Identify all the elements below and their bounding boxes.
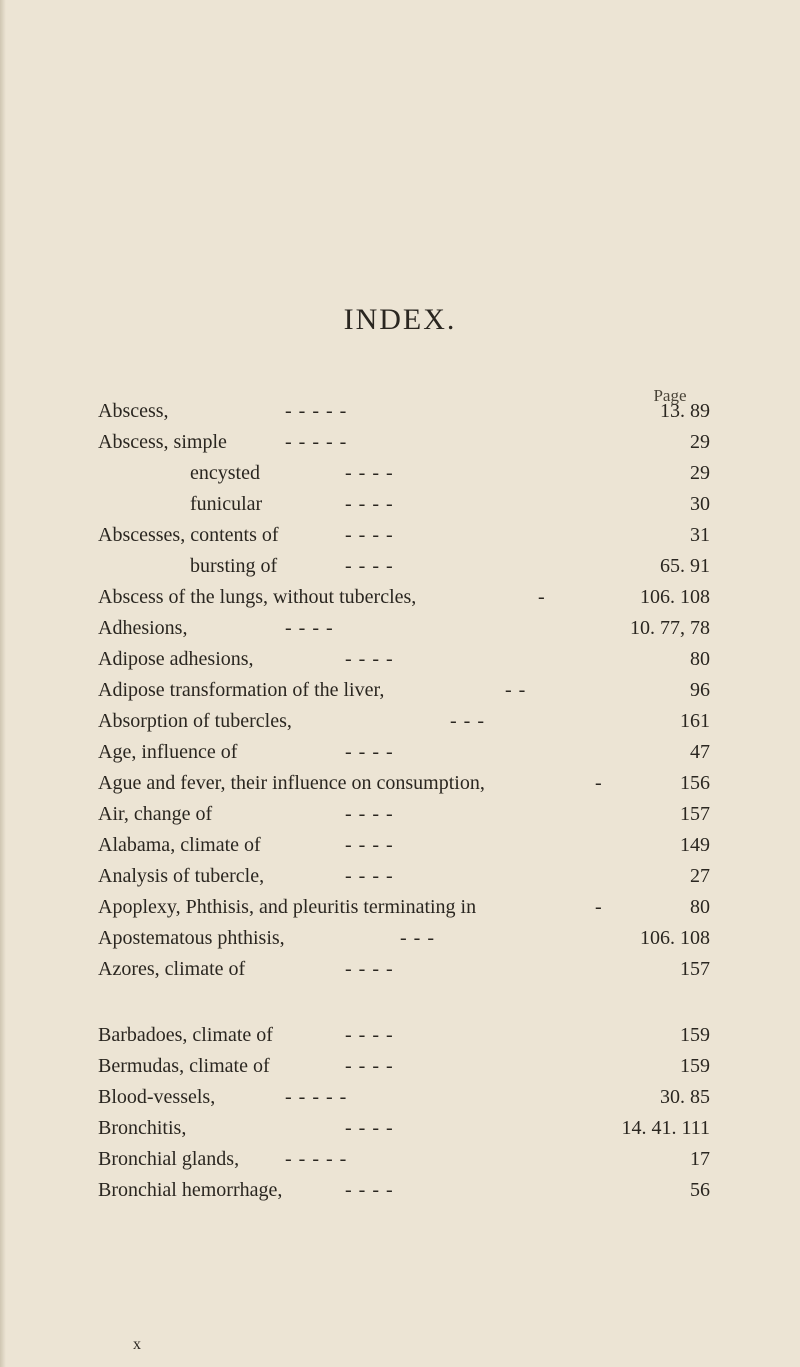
index-entry	[0, 741, 800, 771]
index-entry	[0, 710, 800, 740]
index-entry	[0, 679, 800, 709]
entry-page: 80	[690, 896, 710, 918]
leader-dashes: - -	[505, 679, 527, 701]
entry-label: Adhesions,	[98, 617, 188, 639]
entry-page: 159	[680, 1055, 710, 1077]
entry-label: Bronchial glands,	[98, 1148, 240, 1170]
entry-page: 30. 85	[660, 1086, 710, 1108]
leader-dashes: - - -	[450, 710, 485, 732]
leader-dashes: - - - -	[345, 1179, 394, 1201]
entry-label: encysted	[190, 462, 260, 484]
entry-page: 156	[680, 772, 710, 794]
index-entry	[0, 1148, 800, 1178]
entry-label: Abscess, simple	[98, 431, 227, 453]
leader-dashes: -	[595, 896, 603, 918]
entry-page: 30	[690, 493, 710, 515]
index-entry	[0, 617, 800, 647]
entry-page: 27	[690, 865, 710, 887]
entry-label: Bermudas, climate of	[98, 1055, 270, 1077]
entry-label: Barbadoes, climate of	[98, 1024, 273, 1046]
entry-page: 157	[680, 803, 710, 825]
leader-dashes: - - - -	[345, 462, 394, 484]
entry-label: Age, influence of	[98, 741, 238, 763]
entry-label: Blood-vessels,	[98, 1086, 216, 1108]
entry-label: Apostematous phthisis,	[98, 927, 285, 949]
entry-label: Abscess of the lungs, without tubercles,	[98, 586, 417, 608]
index-entry	[0, 524, 800, 554]
page-title: INDEX.	[343, 303, 457, 336]
index-entry	[0, 1024, 800, 1054]
entry-page: 47	[690, 741, 710, 763]
entry-label: Apoplexy, Phthisis, and pleuritis terminating in	[98, 896, 477, 918]
entry-page: 10. 77, 78	[630, 617, 710, 639]
entry-label: Adipose adhesions,	[98, 648, 254, 670]
entry-label: funicular	[190, 493, 263, 515]
index-entry	[0, 462, 800, 492]
entry-page: 13. 89	[660, 400, 710, 422]
leader-dashes: - - - - -	[285, 1148, 348, 1170]
entry-label: Air, change of	[98, 803, 213, 825]
page-column-header: Page	[653, 386, 687, 405]
leader-dashes: - - - -	[345, 741, 394, 763]
index-entry	[0, 1117, 800, 1147]
leader-dashes: - - - - -	[285, 431, 348, 453]
entry-label: Bronchial hemorrhage,	[98, 1179, 283, 1201]
leader-dashes: - - - -	[345, 524, 394, 546]
entry-page: 159	[680, 1024, 710, 1046]
entry-label: Analysis of tubercle,	[98, 865, 265, 887]
leader-dashes: - - - - -	[285, 1086, 348, 1108]
index-entry	[0, 865, 800, 895]
entry-page: 161	[680, 710, 710, 732]
entry-page: 31	[690, 524, 710, 546]
index-entry	[0, 648, 800, 678]
index-entry	[0, 958, 800, 988]
leader-dashes: - - -	[400, 927, 435, 949]
index-entry	[0, 1055, 800, 1085]
entry-page: 106. 108	[640, 586, 710, 608]
leader-dashes: - - - -	[345, 1055, 394, 1077]
leader-dashes: - - - - -	[285, 400, 348, 422]
entry-label: Bronchitis,	[98, 1117, 187, 1139]
entry-page: 14. 41. 111	[621, 1117, 710, 1139]
leader-dashes: -	[595, 772, 603, 794]
entry-label: Ague and fever, their influence on consumption,	[98, 772, 485, 794]
entry-label: Abscesses, contents of	[98, 524, 279, 546]
entry-label: Absorption of tubercles,	[98, 710, 292, 732]
entry-label: Azores, climate of	[98, 958, 246, 980]
index-entry	[0, 493, 800, 523]
index-entry	[0, 400, 800, 430]
entry-page: 56	[690, 1179, 710, 1201]
leader-dashes: - - - -	[345, 803, 394, 825]
leader-dashes: - - - -	[345, 865, 394, 887]
entry-label: Alabama, climate of	[98, 834, 261, 856]
index-entry	[0, 431, 800, 461]
leader-dashes: - - - -	[345, 555, 394, 577]
entry-page: 80	[690, 648, 710, 670]
entry-page: 106. 108	[640, 927, 710, 949]
index-entry	[0, 772, 800, 802]
leader-dashes: - - - -	[345, 834, 394, 856]
leader-dashes: - - - -	[285, 617, 334, 639]
entry-page: 149	[680, 834, 710, 856]
index-entry	[0, 834, 800, 864]
index-entry	[0, 1179, 800, 1209]
leader-dashes: - - - -	[345, 1024, 394, 1046]
leader-dashes: - - - -	[345, 1117, 394, 1139]
index-entry	[0, 1086, 800, 1116]
index-entry	[0, 555, 800, 585]
entry-page: 157	[680, 958, 710, 980]
entry-page: 29	[690, 431, 710, 453]
index-entry	[0, 586, 800, 616]
entry-label: bursting of	[190, 555, 278, 577]
index-entry	[0, 803, 800, 833]
index-entry	[0, 896, 800, 926]
leader-dashes: - - - -	[345, 493, 394, 515]
entry-page: 17	[690, 1148, 710, 1170]
leader-dashes: - - - -	[345, 958, 394, 980]
leader-dashes: - - - -	[345, 648, 394, 670]
entry-page: 29	[690, 462, 710, 484]
entry-page: 65. 91	[660, 555, 710, 577]
entry-label: Abscess,	[98, 400, 169, 422]
entry-page: 96	[690, 679, 710, 701]
leader-dashes: -	[538, 586, 546, 608]
entry-label: Adipose transformation of the liver,	[98, 679, 385, 701]
signature-mark: x	[133, 1336, 141, 1353]
index-entry	[0, 927, 800, 957]
